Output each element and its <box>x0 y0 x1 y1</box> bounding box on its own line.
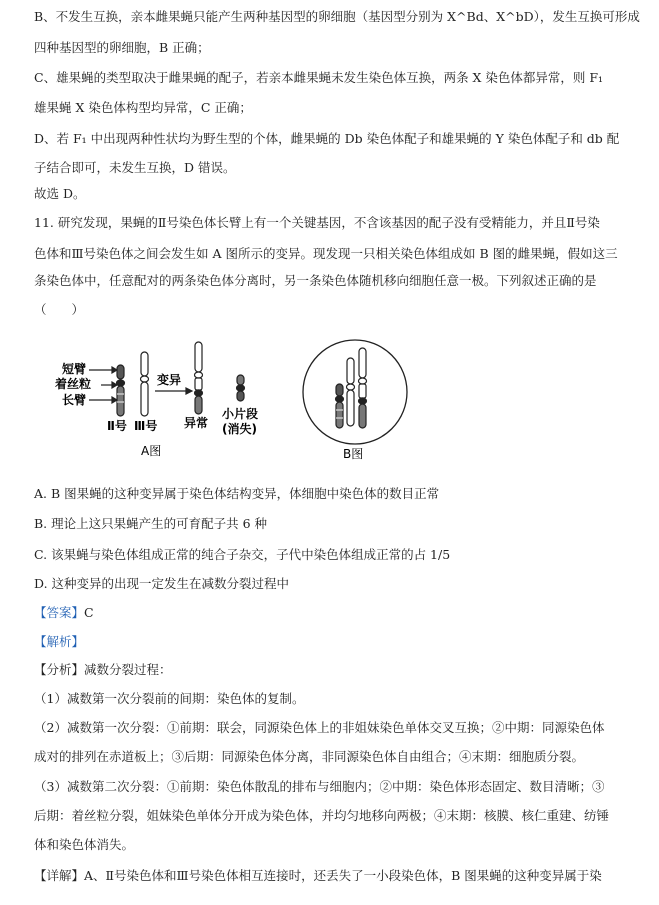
chromosome-2 <box>117 365 125 416</box>
question-stem: 条染色体中，任意配对的两条染色体分离时，另一条染色体随机移向细胞任意一极。下列叙述正确的是 <box>34 273 597 288</box>
explanation-line: 后期：着丝粒分裂，姐妹染色单体分开成为染色体，并均匀地移向两极；④末期：核膜、核仁重建、纺锤 <box>34 808 610 823</box>
label-fragment: 小片段 <box>222 407 259 421</box>
label-fig-b: B图 <box>343 447 364 461</box>
text-line: 故选 D。 <box>34 186 86 201</box>
answer-tag: 【答案】 <box>34 605 85 620</box>
text-line: B、不发生互换，亲本雌果蝇只能产生两种基因型的卵细胞（基因型分别为 X^Bd、X^bD），发生互换可形成 <box>34 9 640 24</box>
text-line: 雄果蝇 X 染色体构型均异常，C 正确； <box>34 100 252 115</box>
label-variation: 变异 <box>157 373 182 387</box>
label-abnormal: 异常 <box>184 416 209 430</box>
pointer-arrows <box>89 367 117 403</box>
label-fig-a: A图 <box>141 444 162 458</box>
text-line: C、雄果蝇的类型取决于雌果蝇的配子，若亲本雌果蝇未发生染色体互换，两条 X 染色体都异常，则 F₁ <box>34 70 604 85</box>
explanation-line: （3）减数第二次分裂：①前期：染色体散乱的排布与细胞内；②中期：染色体形态固定、数目清晰；③ <box>34 779 605 794</box>
label-chr3: Ⅲ号 <box>134 419 158 433</box>
chromosome-3 <box>141 352 149 416</box>
option-c: C. 该果蝇与染色体组成正常的纯合子杂交，子代中染色体组成正常的占 1/5 <box>34 547 451 562</box>
explanation-line: （1）减数第一次分裂前的间期：染色体的复制。 <box>34 691 305 706</box>
explanation-line: （2）减数第一次分裂：①前期：联会，同源染色体上的非姐妹染色单体交叉互换；②中期：同源染色体 <box>34 720 605 735</box>
analysis-tag: 【解析】 <box>34 634 85 649</box>
text-line: 四种基因型的卵细胞，B 正确； <box>34 40 210 55</box>
option-d: D. 这种变异的出现一定发生在减数分裂过程中 <box>34 576 290 591</box>
option-a: A. B 图果蝇的这种变异属于染色体结构变异，体细胞中染色体的数目正常 <box>34 486 440 501</box>
explanation-line: 【分析】减数分裂过程： <box>34 662 172 677</box>
chromosome-figure <box>0 330 659 470</box>
explanation-line: 【详解】A、Ⅱ号染色体和Ⅲ号染色体相互连接时，还丢失了一小段染色体，B 图果蝇的这种变异属于染 <box>34 868 602 883</box>
variation-arrow <box>155 388 192 394</box>
label-centromere: 着丝粒 <box>55 377 92 391</box>
label-long-arm: 长臂 <box>62 393 87 407</box>
question-stem: 色体和Ⅲ号染色体之间会发生如 A 图所示的变异。现发现一只相关染色体组成如 B 图的雌果蝇，假如这三 <box>34 246 618 261</box>
question-stem: 11. 研究发现，果蝇的Ⅱ号染色体长臂上有一个关键基因，不含该基因的配子没有受精能力，并且Ⅱ号染 <box>34 215 600 230</box>
answer-value: C <box>84 605 94 620</box>
label-lost: (消失) <box>222 422 257 436</box>
cell-outline <box>303 340 407 444</box>
option-b: B. 理论上这只果蝇产生的可育配子共 6 种 <box>34 516 268 531</box>
explanation-line: 成对的排列在赤道板上；③后期：同源染色体分离，非同源染色体自由组合；④末期：细胞质分裂。 <box>34 749 585 764</box>
analysis-line <box>34 634 84 650</box>
answer-line <box>34 605 94 621</box>
text-line: 子结合即可，未发生互换，D 错误。 <box>34 160 236 175</box>
explanation-line: 体和染色体消失。 <box>34 837 135 852</box>
label-short-arm: 短臂 <box>62 362 87 376</box>
abnormal-chromosome <box>195 342 203 414</box>
small-fragment <box>237 375 245 401</box>
text-line: D、若 F₁ 中出现两种性状均为野生型的个体，雌果蝇的 Db 染色体配子和雄果蝇的 Y 染色体配子和 db 配 <box>34 131 620 146</box>
answer-blank: （ ） <box>34 302 85 317</box>
label-chr2: Ⅱ号 <box>107 419 127 433</box>
